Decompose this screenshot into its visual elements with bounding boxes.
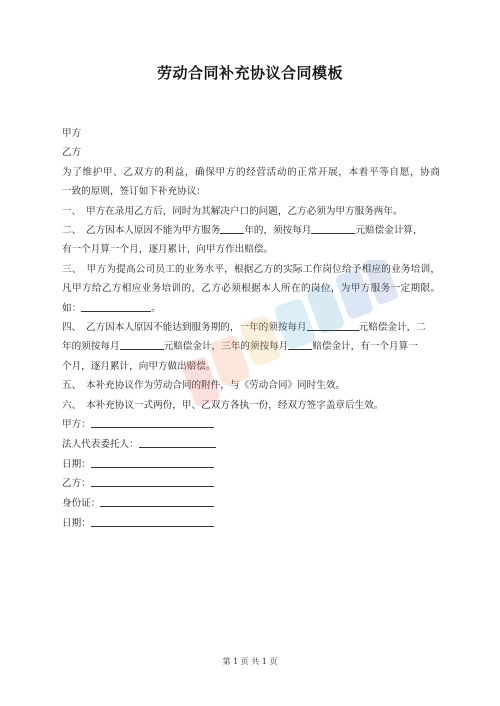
legal-rep-label: 法人代表委托人：: [62, 438, 139, 450]
two-year-compensation-blank[interactable]: [120, 338, 164, 350]
clause-4-line-1: [62, 318, 440, 337]
id-card-line[interactable]: [100, 495, 214, 507]
clause-2-text-a: 二、 乙方因本人原因不能为甲方服务: [62, 225, 221, 237]
clause-4-line-3: 个月，逐月累计，向甲方做出赔偿。: [62, 360, 216, 372]
signature-date-1: [62, 455, 440, 475]
clause-5: 五、 本补充协议作为劳动合同的附件，与《劳动合同》同时生效。: [62, 380, 346, 392]
clause-3-line-1: 三、 甲方为提高公司员工的业务水平，根据乙方的实际工作岗位给予相应的业务培训，: [62, 263, 440, 275]
clause-3-line-3: [62, 299, 440, 318]
clause-1: 一、 甲方在录用乙方后，同时为其解决户口的问题，乙方必须为甲方服务两年。: [62, 205, 403, 217]
clause-3-line-2: 凡甲方给乙方相应业务培训的，乙方必须根据本人所在的岗位，为甲方服务一定期限。: [62, 283, 440, 295]
party-b-label: 乙方：: [62, 478, 91, 490]
date-1-line[interactable]: [91, 456, 214, 468]
signature-date-2: [62, 514, 440, 534]
document-title: 劳动合同补充协议合同模板: [156, 64, 343, 82]
clause-2-line-2: 有一个月算一个月，逐月累计，向甲方作出赔偿。: [62, 244, 274, 256]
clause-4-line-2: [62, 337, 440, 356]
signature-legal-rep: [62, 435, 440, 455]
clause-4-text-b: 元赔偿金计，二: [358, 322, 426, 334]
intro-line-2: 一致的原则，签订如下补充协议：: [62, 186, 206, 198]
three-year-compensation-blank[interactable]: [288, 338, 312, 350]
id-card-label: 身份证：: [62, 498, 101, 510]
party-b-header: 乙方: [62, 147, 82, 159]
service-period-blank[interactable]: [81, 300, 151, 312]
clause-3-text-b: 。: [151, 302, 161, 314]
clause-2-line-1: [62, 221, 440, 240]
signature-party-b: [62, 474, 440, 494]
date-2-line[interactable]: [91, 515, 214, 527]
clause-2-text-b: 年的，须按每月: [244, 225, 312, 237]
date-2-label: 日期：: [62, 518, 91, 530]
party-a-signature-line[interactable]: [91, 416, 214, 428]
clause-4-text-a: 四、 乙方因本人原因不能达到服务期的，一年的须按每月: [62, 322, 307, 334]
party-a-label: 甲方：: [62, 419, 91, 431]
clause-4-text-c: 年的须按每月: [62, 341, 120, 353]
legal-rep-signature-line[interactable]: [139, 436, 216, 448]
party-b-signature-line[interactable]: [91, 475, 214, 487]
monthly-compensation-blank[interactable]: [311, 222, 355, 234]
signature-id-card: [62, 494, 440, 514]
document-body: [62, 124, 440, 534]
clause-6: 六、 本补充协议一式两份，甲、乙双方各执一份，经双方签字盖章后生效。: [62, 399, 384, 411]
date-1-label: 日期：: [62, 458, 91, 470]
page-footer: 第 1 页 共 1 页: [222, 657, 278, 666]
intro-line-1: 为了维护甲、乙双方的利益，确保甲方的经营活动的正常开展，本着平等自愿，协商: [62, 166, 440, 178]
years-blank[interactable]: [220, 222, 244, 234]
clause-2-text-c: 元赔偿金计算，: [355, 225, 423, 237]
one-year-compensation-blank[interactable]: [307, 319, 359, 331]
clause-4-text-e: 赔偿金计，有一个月算一: [312, 341, 418, 353]
signature-party-a: [62, 415, 440, 435]
clause-4-text-d: 元赔偿金计，三年的须按每月: [163, 341, 289, 353]
party-a-header: 甲方: [62, 128, 82, 139]
clause-3-text-a: 如：: [62, 302, 82, 314]
